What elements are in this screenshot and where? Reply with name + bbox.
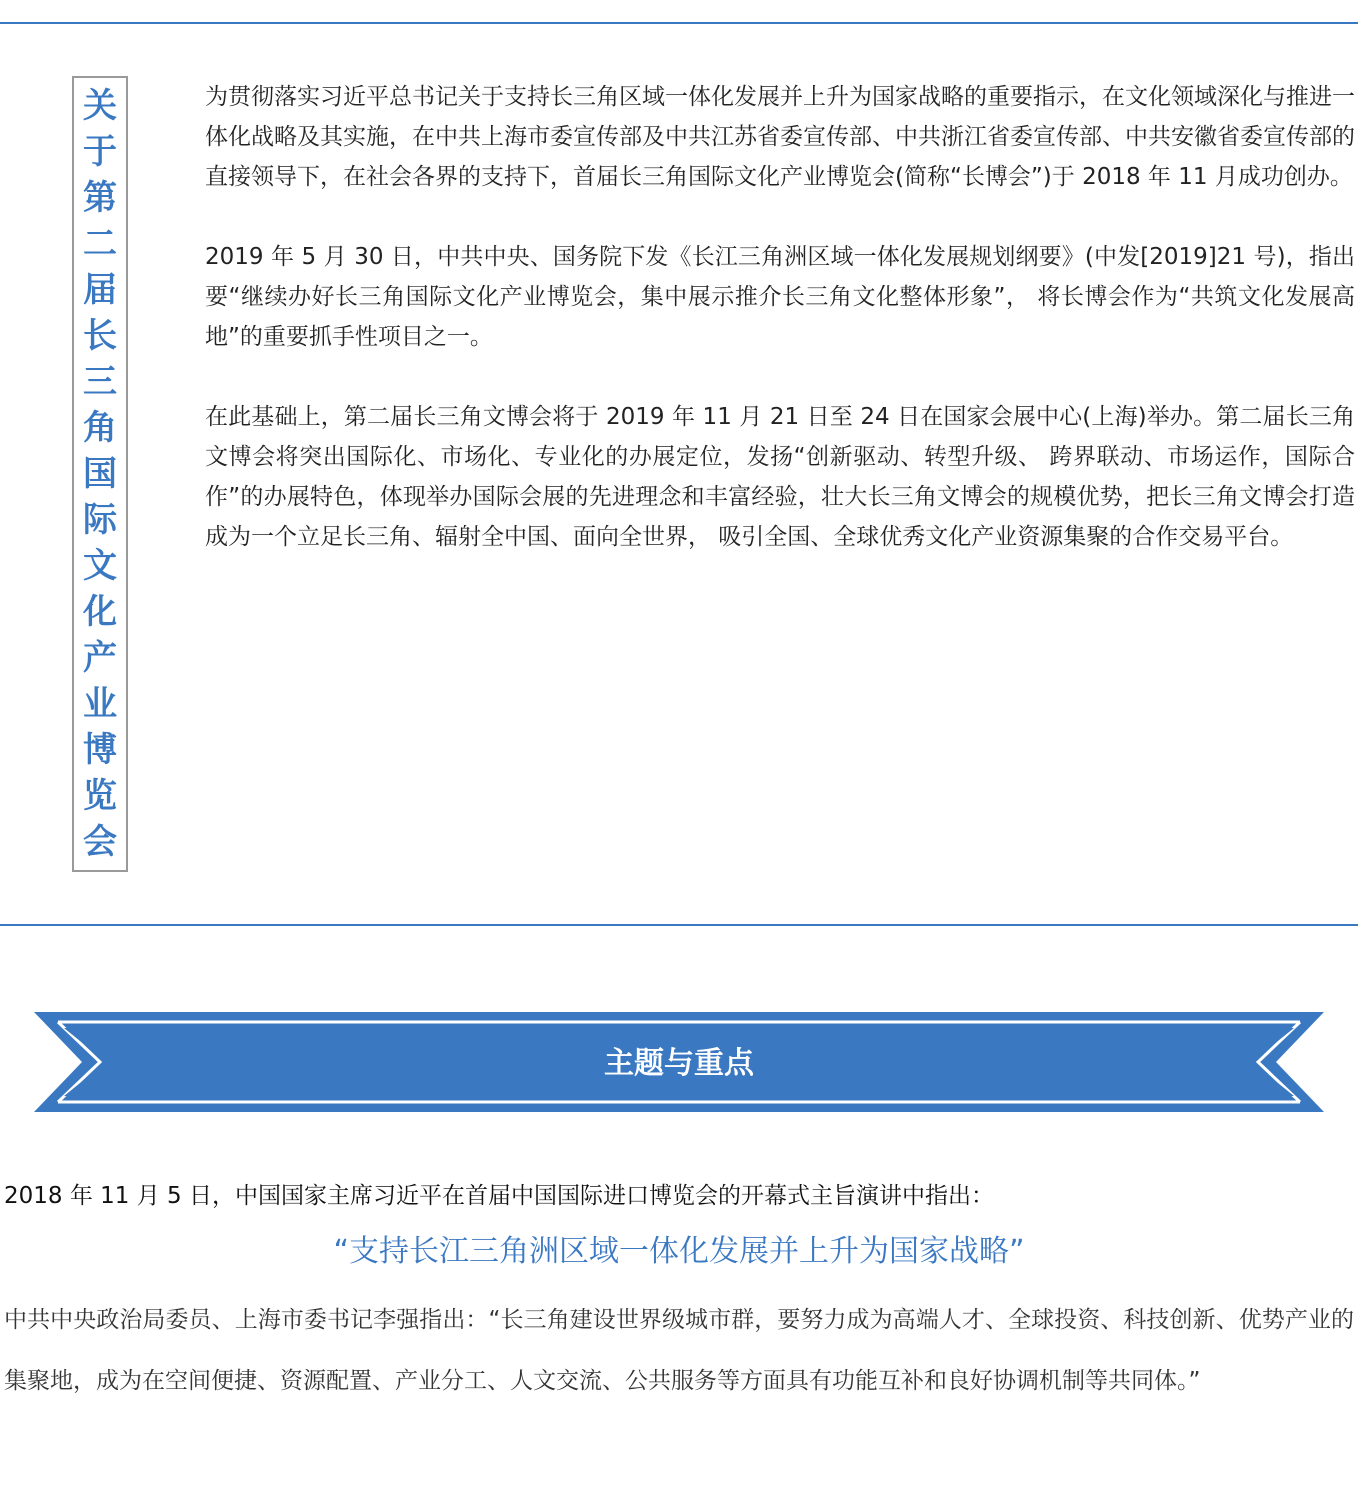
top-divider <box>0 22 1358 24</box>
theme-body: 中共中央政治局委员、上海市委书记李强指出：“长三角建设世界级城市群，要努力成为高端人才、全球投资、科技创新、优势产业的集聚地，成为在空间便捷、资源配置、产业分工、人文交流、公共服务等方面具有功能互补和良好协调机制等共同体。” <box>4 1307 1354 1394</box>
vertical-title: 关于第二届长三角国际文化产业博览会 <box>83 86 117 862</box>
intro-paragraph-3: 在此基础上，第二届长三角文博会将于 2019 年 11 月 21 日至 24 日在国家会展中心(上海)举办。第二届长三角文博会将突出国际化、市场化、专业化的办展定位，发扬“创新驱动、转型升级、 跨界联动、市场运作，国际合作”的办展特色，体现举办国际会展的先进理念和丰富经验，壮大长三角文博会的规模优势，把长三角文博会打造成为一个立足长三角、辐射全中国、面向全世界， 吸引全国、全球优秀文化产业资源集聚的合作交易平台。 <box>205 404 1355 550</box>
middle-divider <box>0 924 1358 926</box>
intro-section <box>205 77 1355 597</box>
vertical-title-box <box>72 76 128 872</box>
intro-paragraph-2: 2019 年 5 月 30 日，中共中央、国务院下发《长江三角洲区域一体化发展规划纲要》(中发[2019]21 号)，指出要“继续办好长三角国际文化产业博览会，集中展示推介长三角文化整体形象”， 将长博会作为“共筑文化发展高地”的重要抓手性项目之一。 <box>205 244 1355 350</box>
theme-lead: 2018 年 11 月 5 日，中国国家主席习近平在首届中国国际进口博览会的开幕式主旨演讲中指出： <box>4 1183 994 1209</box>
banner-title: 主题与重点 <box>604 1046 754 1081</box>
theme-quote: “支持长江三角洲区域一体化发展并上升为国家战略” <box>333 1234 1025 1269</box>
intro-paragraph-1: 为贯彻落实习近平总书记关于支持长三角区域一体化发展并上升为国家战略的重要指示，在文化领域深化与推进一体化战略及其实施，在中共上海市委宣传部及中共江苏省委宣传部、中共浙江省委宣传部、中共安徽省委宣传部的直接领导下，在社会各界的支持下，首届长三角国际文化产业博览会(简称“长博会”)于 2018 年 11 月成功创办。 <box>205 84 1355 190</box>
